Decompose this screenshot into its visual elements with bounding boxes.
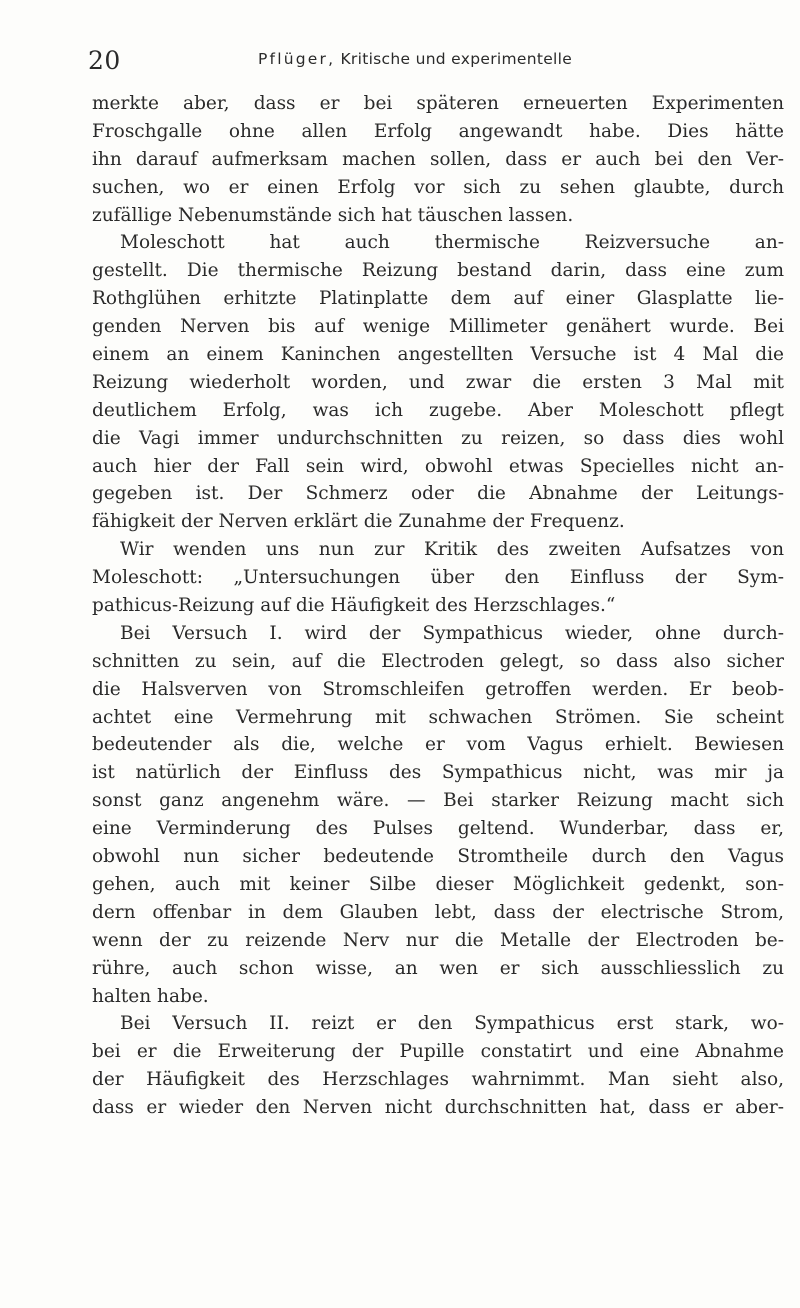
text-line: auch hier der Fall sein wird, obwohl etwas Specielles nicht an- [92,455,784,477]
text-line: rühre, auch schon wisse, an wen er sich ausschliesslich zu [92,957,784,979]
text-line: gegeben ist. Der Schmerz oder die Abnahme der Leitungs- [92,483,784,505]
page-header [88,44,768,84]
text-line: bedeutender als die, welche er vom Vagus erhielt. Bewiesen [92,734,784,756]
text-line: Moleschott hat auch thermische Reizversuche an- [120,232,784,254]
text-line: zufällige Nebenumstände sich hat täuschen lassen. [92,204,574,226]
text-line: ihn darauf aufmerksam machen sollen, dass er auch bei den Ver- [92,148,784,170]
text-line: achtet eine Vermehrung mit schwachen Strömen. Sie scheint [92,706,784,728]
text-line: die Halsverven von Stromschleifen getroffen werden. Er beob- [92,678,784,700]
text-line: pathicus-Reizung auf die Häufigkeit des Herzschlages.“ [92,595,616,617]
text-line: dass er wieder den Nerven nicht durchschnitten hat, dass er aber- [92,1097,784,1119]
running-head [258,50,572,68]
text-line: Froschgalle ohne allen Erfolg angewandt habe. Dies hätte [92,120,784,142]
text-line: obwohl nun sicher bedeutende Stromtheile durch den Vagus [92,846,784,868]
page-number: 20 [88,46,121,75]
text-line: Bei Versuch II. reizt er den Sympathicus erst stark, wo- [120,1013,784,1035]
text-line: Reizung wiederholt worden, und zwar die ersten 3 Mal mit [92,371,784,393]
text-line: schnitten zu sein, auf die Electroden gelegt, so dass also sicher [92,650,784,672]
text-line: einem an einem Kaninchen angestellten Versuche ist 4 Mal die [92,344,784,366]
text-line: fähigkeit der Nerven erklärt die Zunahme der Frequenz. [92,511,625,533]
body-text [92,90,784,1122]
text-line: sonst ganz angenehm wäre. — Bei starker Reizung macht sich [92,790,784,812]
text-line: dern offenbar in dem Glauben lebt, dass der electrische Strom, [92,901,784,923]
text-line: suchen, wo er einen Erfolg vor sich zu sehen glaubte, durch [92,176,784,198]
text-line: gestellt. Die thermische Reizung bestand darin, dass eine zum [92,260,784,282]
text-line: wenn der zu reizende Nerv nur die Metalle der Electroden be- [92,929,784,951]
text-line: eine Verminderung des Pulses geltend. Wunderbar, dass er, [92,818,784,840]
text-line: ist natürlich der Einfluss des Sympathicus nicht, was mir ja [92,762,784,784]
text-line: Rothglühen erhitzte Platinplatte dem auf einer Glasplatte lie- [92,288,784,310]
text-line: bei er die Erweiterung der Pupille constatirt und eine Abnahme [92,1041,784,1063]
text-line: merkte aber, dass er bei späteren erneuerten Experimenten [92,93,784,114]
text-line: deutlichem Erfolg, was ich zugebe. Aber Moleschott pflegt [92,399,784,421]
text-line: halten habe. [92,985,209,1007]
running-head-title: Kritische und experimentelle [340,50,573,68]
text-line: Moleschott: „Untersuchungen über den Einfluss der Sym- [92,567,784,589]
running-head-author: Pflüger, [258,50,336,68]
text-line: die Vagi immer undurchschnitten zu reizen, so dass dies wohl [92,427,784,449]
text-line: Wir wenden uns nun zur Kritik des zweiten Aufsatzes von [120,539,784,561]
text-line: Bei Versuch I. wird der Sympathicus wieder, ohne durch- [120,622,784,644]
text-line: der Häufigkeit des Herzschlages wahrnimmt. Man sieht also, [92,1069,784,1091]
text-line: genden Nerven bis auf wenige Millimeter genähert wurde. Bei [92,316,784,338]
text-line: gehen, auch mit keiner Silbe dieser Möglichkeit gedenkt, son- [92,873,784,895]
